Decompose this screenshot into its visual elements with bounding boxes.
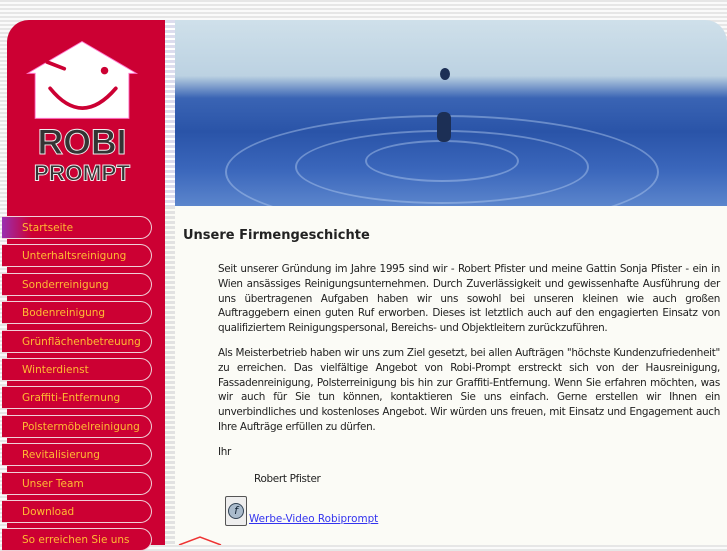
- nav-item-gr-nfl-chenbetreuung[interactable]: Grünflächenbetreuung: [2, 330, 152, 353]
- hero-water-image: [165, 20, 727, 206]
- history-paragraph-1: Seit unserer Gründung im Jahre 1995 sind wir - Robert Pfister und meine Gattin Sonja Pfister - ein in Wien ansässiges Reinigungsunternehmen. Durch Zuverlässigkeit und gewissenhafte Ausführung der uns übertragenen Aufgaben haben wir uns sowohl bei unseren kleinen wie auch großen Auftraggebern einen guten Ruf erworben. Dieses ist letztlich auch auf den engagierten Einsatz von qualifiziertem Reinigungspersonal, Bereichs- und Objektleitern zurückzuführen.: [218, 263, 720, 335]
- robi-prompt-logo[interactable]: [20, 34, 145, 184]
- nav-item-revitalisierung[interactable]: Revitalisierung: [2, 443, 152, 466]
- nav-item-download[interactable]: Download: [2, 500, 152, 523]
- svg-text:PROMPT: PROMPT: [33, 160, 131, 186]
- nav-item-unser-team[interactable]: Unser Team: [2, 472, 152, 495]
- video-row: [218, 496, 720, 528]
- nav-item-so-erreichen-sie-uns[interactable]: So erreichen Sie uns: [2, 528, 152, 551]
- nav-item-winterdienst[interactable]: Winterdienst: [2, 358, 152, 381]
- nav-item-bodenreinigung[interactable]: Bodenreinigung: [2, 301, 152, 324]
- main-content: [165, 206, 727, 545]
- nav-item-graffiti-entfernung[interactable]: Graffiti-Entfernung: [2, 386, 152, 409]
- nav-item-sonderreinigung[interactable]: Sonderreinigung: [2, 273, 152, 296]
- svg-text:ROBI: ROBI: [37, 122, 127, 162]
- nav-item-startseite[interactable]: Startseite: [2, 216, 152, 239]
- nav-item-unterhaltsreinigung[interactable]: Unterhaltsreinigung: [2, 244, 152, 267]
- promo-video-link[interactable]: Werbe-Video Robiprompt: [249, 513, 379, 526]
- page-title: Unsere Firmengeschichte: [183, 228, 370, 243]
- small-logo-icon: [177, 534, 223, 545]
- signature: Robert Pfister: [254, 472, 321, 485]
- history-text: [218, 262, 720, 528]
- nav-item-polsterm-belreinigung[interactable]: Polstermöbelreinigung: [2, 415, 152, 438]
- flash-file-icon[interactable]: f: [225, 496, 247, 526]
- history-paragraph-2: Als Meisterbetrieb haben wir uns zum Ziel gesetzt, bei allen Aufträgen "höchste Kundenzufriedenheit" zu erreichen. Das vielfältige Angebot von Robi-Prompt erstreckt sich von der Hausreinigung, Fassadenreinigung, Polsterreinigung bis hin zur Graffiti-Entfernung. Wenn Sie erfahren möchten, was wir auch für Sie tun können, kontaktieren Sie uns einfach. Gerne erstellen wir Ihnen ein unverbindliches und kostenloses Angebot. Wir würden uns freuen, mit Einsatz und Engagement auch Ihre Aufträge erfüllen zu dürfen.: [218, 346, 720, 433]
- closing: Ihr: [218, 445, 232, 458]
